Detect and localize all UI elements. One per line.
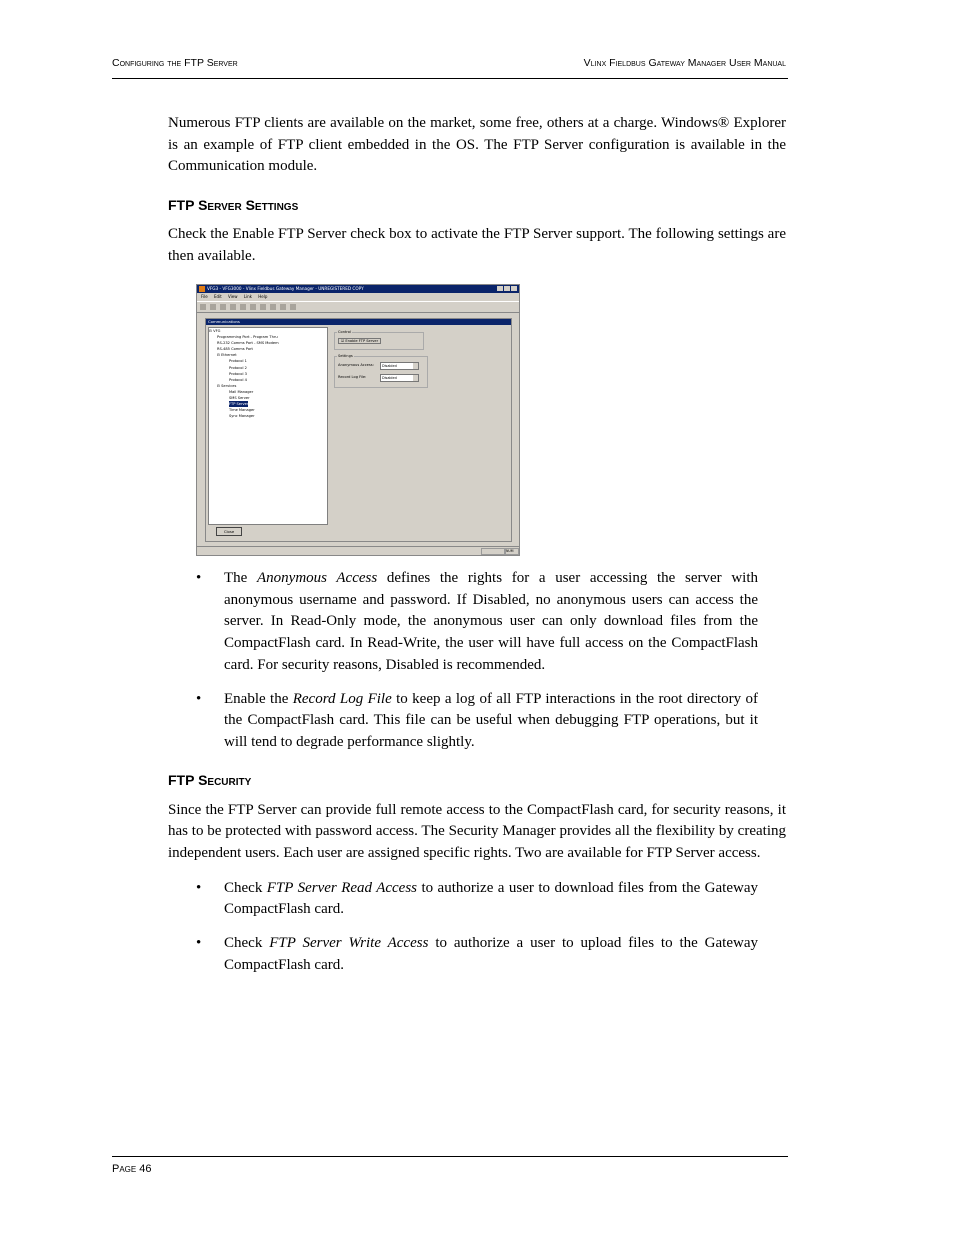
paste-icon[interactable] <box>250 304 256 310</box>
main-content <box>168 113 786 268</box>
tree-item[interactable]: RS-485 Comms Port <box>217 347 253 352</box>
redo-icon[interactable] <box>280 304 286 310</box>
header-right: Vlinx Fieldbus Gateway Manager User Manual <box>583 57 786 69</box>
communications-window <box>205 318 512 542</box>
record-log-label: Record Log File: <box>338 375 367 379</box>
status-bar <box>197 546 519 555</box>
link-icon[interactable] <box>290 304 296 310</box>
bullet-anonymous-access: • The Anonymous Access defines the rights for a user accessing the server with anonymous username and password. If Disabled, no anonymous users can access the server. In Read-Only mode, the anonymous user can only download files from the CompactFlash card. In Read-Write, the user will have full access on the CompactFlash card. For security reasons, Disabled is recommended. <box>196 570 758 673</box>
menu-edit[interactable]: Edit <box>213 294 222 299</box>
record-log-select[interactable]: Disabled <box>380 374 419 382</box>
control-group-label: Control <box>338 330 351 334</box>
settings-group <box>334 356 428 388</box>
menu-file[interactable]: File <box>201 294 208 299</box>
save-icon[interactable] <box>220 304 226 310</box>
minimize-icon[interactable] <box>497 286 503 291</box>
cut-icon[interactable] <box>230 304 236 310</box>
anonymous-access-select[interactable]: Disabled <box>380 362 419 370</box>
tree-root[interactable]: ⊟ VFG <box>209 329 221 333</box>
enable-ftp-checkbox[interactable]: ☑ Enable FTP Server <box>338 338 381 344</box>
bullet-record-log: • Enable the Record Log File to keep a log of all FTP interactions in the root directory of the CompactFlash card. This file can be useful when debugging FTP operations, but it will tend to degrade performance slightly. <box>196 690 758 750</box>
tree-item[interactable]: SMS Server <box>229 396 250 401</box>
tree-item[interactable]: RS-232 Comms Port - SMS Modem <box>217 341 279 346</box>
search-icon[interactable] <box>260 304 266 310</box>
chevron-down-icon <box>413 375 418 381</box>
menu-link[interactable]: Link <box>243 294 252 299</box>
page-footer <box>112 1156 788 1175</box>
header-left: Configuring the FTP Server <box>112 57 238 69</box>
tree-item[interactable]: Protocol 4 <box>229 377 247 382</box>
tree-item[interactable]: Protocol 3 <box>229 371 247 376</box>
tree-item[interactable]: Programming Port - Program Thru <box>217 335 278 340</box>
maximize-icon[interactable] <box>504 286 510 291</box>
tree-item-ethernet[interactable]: ⊟ Ethernet <box>217 353 237 358</box>
tree-item-services[interactable]: ⊟ Services <box>217 383 237 388</box>
tree-item[interactable]: Sync Manager <box>229 414 255 419</box>
tree-item[interactable]: Time Manager <box>229 408 255 413</box>
settings-paragraph: Check the Enable FTP Server check box to activate the FTP Server support. The following settings are then available. <box>168 226 786 264</box>
menu-bar <box>197 293 520 300</box>
app-icon <box>199 286 205 292</box>
section-heading-settings: FTP Server Settings <box>168 197 299 214</box>
security-paragraph: Since the FTP Server can provide full remote access to the CompactFlash card, for security reasons, it has to be protected with password access. The Security Manager provides all the flexibility by creating independent users. Each user are assigned specific rights. Two are available for FTP Server access. <box>168 801 786 862</box>
settings-panel <box>330 327 508 537</box>
chevron-down-icon <box>413 363 418 369</box>
window-title: VFG3 - VFG3000 - Vlinx Fieldbus Gateway Manager - UNREGISTERED COPY <box>207 286 364 291</box>
page-number: Page 46 <box>112 1163 152 1175</box>
open-icon[interactable] <box>210 304 216 310</box>
toolbar <box>197 301 519 313</box>
tree-item[interactable]: Mail Manager <box>229 389 254 394</box>
tree-item-ftp-server[interactable]: FTP Server <box>229 402 249 407</box>
copy-icon[interactable] <box>240 304 246 310</box>
settings-group-label: Settings <box>338 354 353 358</box>
menu-view[interactable]: View <box>228 294 238 299</box>
section1-bullets <box>168 568 786 977</box>
child-title: Communications <box>206 319 511 325</box>
close-button[interactable]: Close <box>216 527 242 536</box>
menu-help[interactable]: Help <box>258 294 268 299</box>
page-header <box>112 56 788 79</box>
close-icon[interactable] <box>511 286 517 291</box>
control-group <box>334 332 424 350</box>
section-heading-security: FTP Security <box>168 771 252 788</box>
app-screenshot <box>196 284 520 556</box>
bullet-write-access: • Check FTP Server Write Access to authorize a user to upload files to the Gateway CompactFlash card. <box>196 935 758 973</box>
intro-paragraph: Numerous FTP clients are available on the market, some free, others at a charge. Windows® Explorer is an example of FTP client embedded in the OS. The FTP Server configuration is available in the Communication module. <box>168 115 786 175</box>
status-panel <box>481 548 505 555</box>
tree-item[interactable]: Protocol 2 <box>229 365 247 370</box>
status-num: NUM <box>505 548 519 555</box>
anonymous-access-label: Anonymous Access: <box>338 363 374 367</box>
nav-tree <box>208 327 328 525</box>
bullet-read-access: • Check FTP Server Read Access to authorize a user to download files from the Gateway CompactFlash card. <box>196 879 758 918</box>
title-bar <box>197 285 519 293</box>
undo-icon[interactable] <box>270 304 276 310</box>
new-icon[interactable] <box>200 304 206 310</box>
tree-item[interactable]: Protocol 1 <box>229 359 247 364</box>
